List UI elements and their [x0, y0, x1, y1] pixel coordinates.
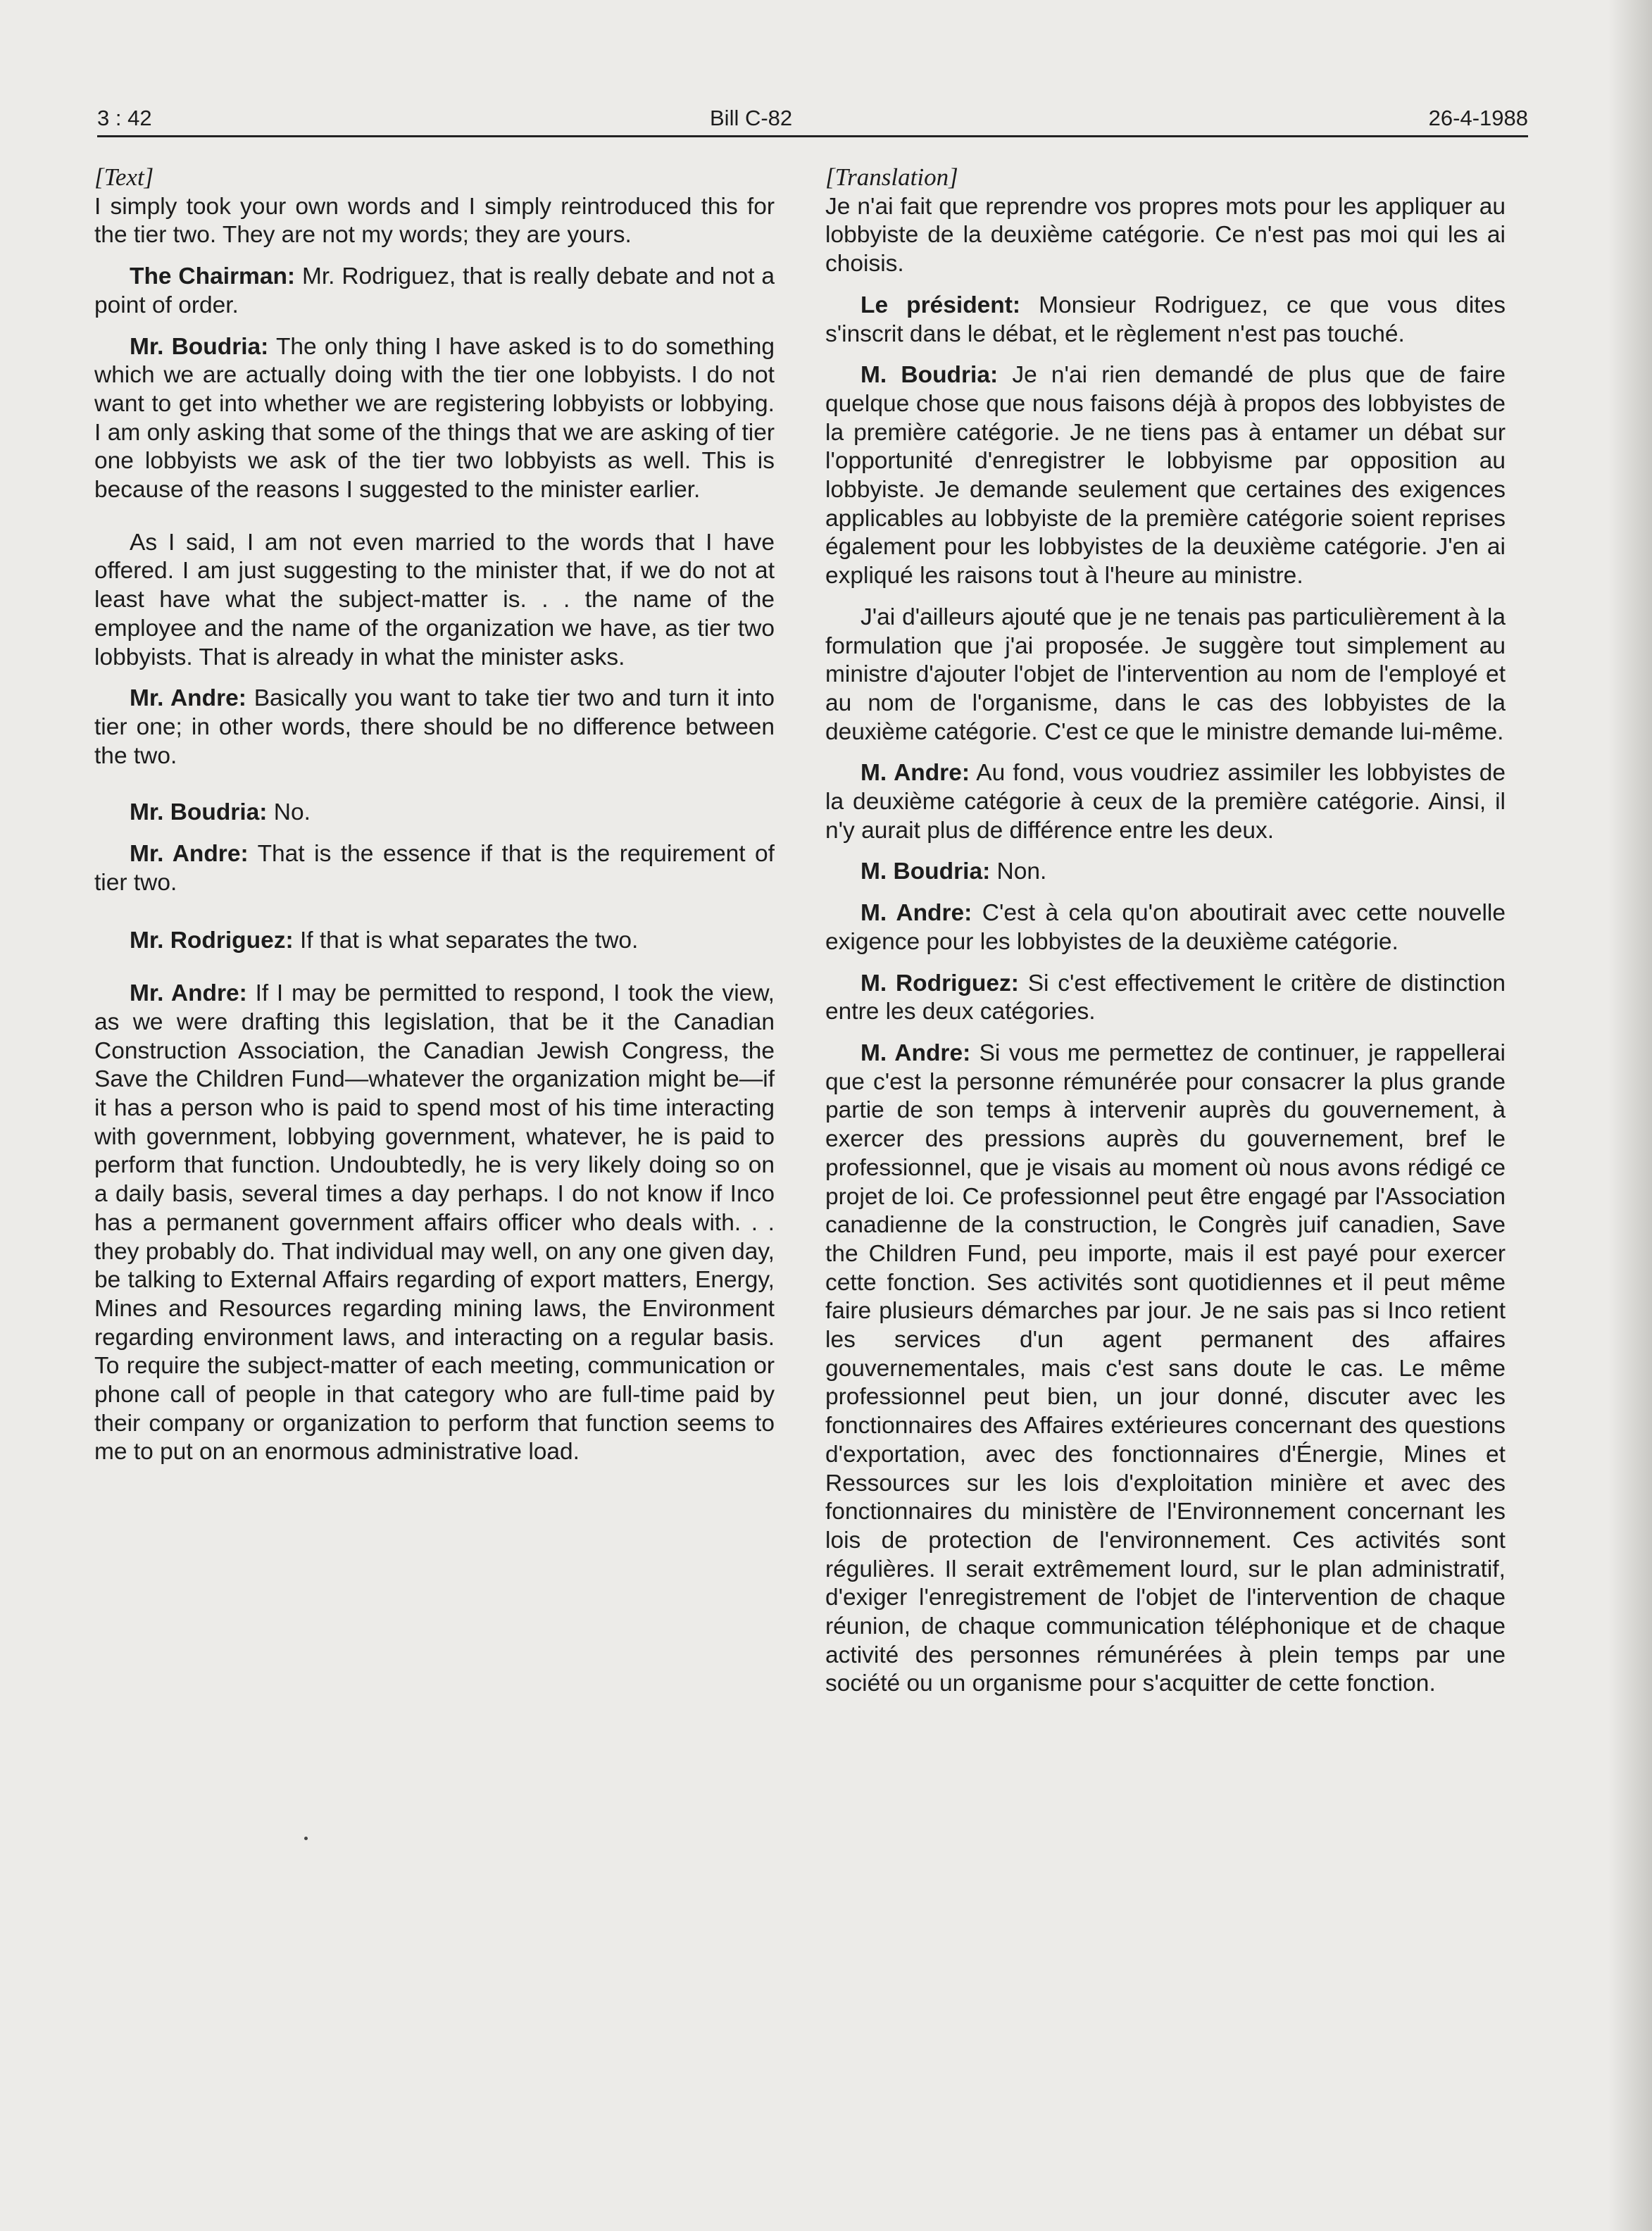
bill-title: Bill C-82	[710, 106, 793, 130]
speaker-name: Mr. Andre:	[130, 685, 246, 712]
speaker-name: M. Rodriguez:	[861, 970, 1019, 996]
speaker-name: M. Boudria:	[861, 362, 999, 389]
paragraph	[94, 333, 775, 505]
paragraph	[94, 927, 775, 956]
speaker-name: Mr. Andre:	[130, 980, 247, 1007]
speaker-name: Mr. Andre:	[130, 841, 249, 868]
scan-page-edge	[1608, 0, 1652, 2231]
speaker-name: Mr. Boudria:	[130, 333, 269, 360]
speaker-name: Le président:	[861, 292, 1021, 318]
translation-tag: [Translation]	[825, 163, 958, 191]
english-column	[94, 163, 775, 1480]
speech-text: Non.	[990, 858, 1047, 885]
speaker-name: M. Andre:	[861, 760, 970, 787]
speech-text: If that is what separates the two.	[293, 927, 639, 954]
speech-text: Basically you want to take tier two and turn it into tier one; in other words, there should be no difference between the two.	[94, 685, 775, 769]
speaker-name: Mr. Rodriguez:	[130, 927, 294, 954]
speech-text: Si vous me permettez de continuer, je rappellerai que c'est la personne rémunérée pour consacrer la plus grande partie de son temps à intervenir auprès du gouvernement, à exercer des pressions auprès du gouvernement, bref le professionnel, que je visais au moment où nous avons rédigé ce projet de loi. Ce professionnel peut être engagé par l'Association canadienne de la construction, le Congrès juif canadien, Save the Children Fund, peu importe, mais il est payé pour exercer cette fonction. Ses activités sont quotidiennes et il peut même faire plusieurs démarches par jour. Je ne sais pas si Inco retient les services d'un agent permanent des affaires gouvernementales, mais c'est sans doute le cas. Le même professionnel peut bien, un jour donné, discuter avec les fonctionnaires des Affaires extérieures concernant des questions d'exportation, avec des fonctionnaires d'Énergie, Mines et Ressources sur les lois d'exploitation minière et avec des fonctionnaires du ministère de l'Environnement concernant les lois de protection de l'environnement. Ces activités sont régulières. Il serait extrêmement lourd, sur le plan administratif, d'exiger l'enregistrement de l'objet de l'intervention de chaque réunion, de chaque communication téléphonique et de chaque activité des personnes rémunérées à plein temps par une société ou un organisme pour s'acquitter de cette fonction.	[825, 1039, 1506, 1697]
header-rule	[97, 135, 1528, 137]
speech-text: That is the essence if that is the requirement of tier two.	[94, 841, 775, 896]
page-date: 26-4-1988	[1428, 106, 1528, 130]
paragraph: Je n'ai fait que reprendre vos propres mots pour les appliquer au lobbyiste de la deuxième catégorie. Ce n'est pas moi qui les ai choisis.	[825, 193, 1506, 277]
speaker-name: The Chairman:	[130, 263, 296, 290]
paragraph	[825, 759, 1506, 845]
paragraph: I simply took your own words and I simply reintroduced this for the tier two. They are not my words; they are yours.	[94, 193, 775, 249]
speech-text: Je n'ai rien demandé de plus que de faire quelque chose que nous faisons déjà à propos des lobbyistes de la première catégorie. Je ne tiens pas à entamer un débat sur l'opportunité d'enregistrer le lobbyisme par opposition au lobbyiste. Je demande seulement que certaines des exigences applicables au lobbyiste de la première catégorie soient reprises également pour les lobbyistes de la deuxième catégorie. J'en ai expliqué les raisons tout à l'heure au ministre.	[825, 362, 1506, 589]
paragraph	[825, 858, 1506, 887]
text-tag: [Text]	[94, 163, 154, 191]
stray-mark	[304, 1837, 308, 1840]
paragraph	[94, 840, 775, 897]
speech-text: If I may be permitted to respond, I took the view, as we were drafting this legislation, that be it the Canadian Construction Association, the Canadian Jewish Congress, the Save the Children Fund—whatever the organization might be—if it has a person who is paid to spend most of his time interacting with government, lobbying government, whatever, he is paid to perform that function. Undoubtedly, he is very likely doing so on a daily basis, several times a day perhaps. I do not know if Inco has a permanent government affairs officer who deals with. . . they probably do. That individual may well, on any one given day, be talking to External Affairs regarding of export matters, Energy, Mines and Resources regarding mining laws, the Environment regarding environment laws, and interacting on a regular basis. To require the subject-matter of each meeting, communication or phone call of people in that category who are full-time paid by their company or organization to perform that function seems to me to put on an enormous administrative load.	[94, 980, 775, 1466]
speech-text: C'est à cela qu'on aboutirait avec cette nouvelle exigence pour les lobbyistes de la deuxième catégorie.	[825, 900, 1506, 955]
speaker-name: M. Boudria:	[861, 858, 991, 885]
page-header	[97, 106, 1528, 139]
paragraph	[825, 970, 1506, 1027]
speech-text: Au fond, vous voudriez assimiler les lobbyistes de la deuxième catégorie à ceux de la première catégorie. Ainsi, il n'y aurait plus de différence entre les deux.	[825, 760, 1506, 844]
speech-text: Si c'est effectivement le critère de distinction entre les deux catégories.	[825, 970, 1506, 1025]
paragraph	[825, 899, 1506, 956]
paragraph	[94, 263, 775, 320]
page-number: 3 : 42	[97, 106, 152, 130]
speaker-name: M. Andre:	[861, 900, 972, 927]
speech-text: No.	[267, 799, 311, 826]
paragraph	[825, 292, 1506, 349]
paragraph	[825, 1039, 1506, 1699]
speech-text: Monsieur Rodriguez, ce que vous dites s'inscrit dans le débat, et le règlement n'est pas touché.	[825, 292, 1506, 347]
paragraph	[825, 361, 1506, 591]
paragraph	[94, 799, 775, 827]
speech-text: The only thing I have asked is to do something which we are actually doing with the tier one lobbyists. I do not want to get into whether we are registering lobbyists or lobbying. I am only asking that some of the things that we are asking of tier one lobbyists we ask of the tier two lobbyists as well. This is because of the reasons I suggested to the minister earlier.	[94, 333, 775, 504]
paragraph	[94, 685, 775, 770]
speaker-name: Mr. Boudria:	[130, 799, 268, 826]
paragraph: As I said, I am not even married to the words that I have offered. I am just suggesting to the minister that, if we do not at least have what the subject-matter is. . . the name of the employee and the name of the organization we have, as tier two lobbyists. That is already in what the minister asks.	[94, 529, 775, 670]
paragraph: J'ai d'ailleurs ajouté que je ne tenais pas particulièrement à la formulation que j'ai proposée. Je suggère tout simplement au ministre d'ajouter l'objet de l'intervention au nom de l'employé et au nom de l'organisme, dans le cas des lobbyistes de la deuxième catégorie. C'est ce que le ministre demande lui-même.	[825, 604, 1506, 745]
speech-text: Mr. Rodriguez, that is really debate and not a point of order.	[94, 263, 775, 318]
french-column	[825, 163, 1506, 1711]
paragraph	[94, 980, 775, 1467]
speaker-name: M. Andre:	[861, 1039, 971, 1066]
